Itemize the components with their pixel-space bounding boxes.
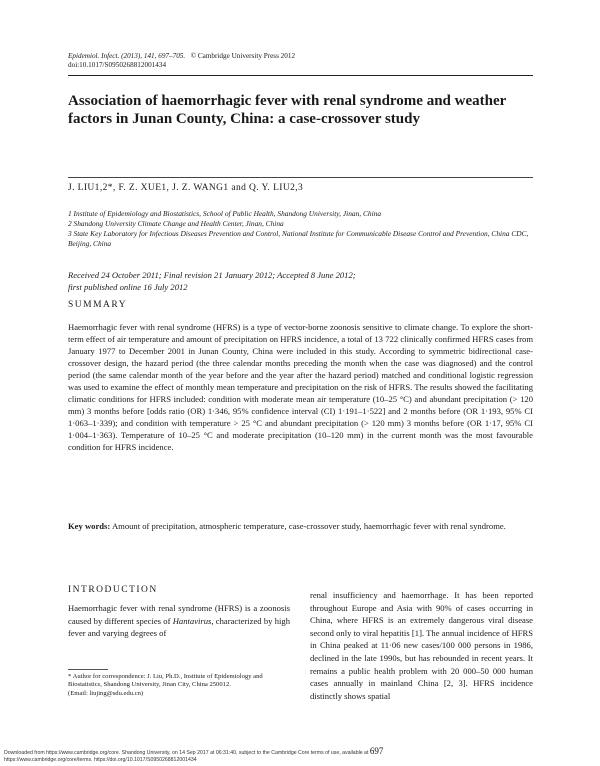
intro-left-column	[68, 602, 290, 640]
affiliation-3: 3 State Key Laboratory for Infectious Diseases Prevention and Control, National Institute for Communicable Disease Control and Prevention, China CDC, Beijing, China	[68, 229, 529, 248]
received-line-2: first published online 16 July 2012	[68, 282, 188, 292]
affiliation-2: 2 Shandong University Climate Change and Health Center, Jinan, China	[68, 219, 284, 228]
keywords-text: Amount of precipitation, atmospheric temperature, case-crossover study, haemorrhagic fever with renal syndrome.	[111, 521, 506, 531]
download-notice-line-2[interactable]: https://www.cambridge.org/core/terms. https://doi.org/10.1017/S0950268812001434	[4, 757, 197, 763]
summary-text: Haemorrhagic fever with renal syndrome (HFRS) is a type of vector-borne zoonosis sensitive to climate change. To explore the short-term effect of air temperature and amount of precipitation on HFRS incidence, a total of 13 722 clinically confirmed HFRS cases from January 1977 to December 2001 in Junan County, China were included in this study. According to symmetric bidirectional case-crossover design, the hazard period (the three calendar months preceding the month when the case was diagnosed) and the control period (the same calendar month of the year before and the year after the hazard period) matched and conditional logistic regression was used to examine the effect of monthly mean temperature and precipitation on the risk of HFRS. The results showed the facilitating climatic conditions for HFRS included: condition with moderate mean air temperature (10–25 °C) and abundant precipitation (> 120 mm) 3 months before [odds ratio (OR) 1·346, 95% confidence interval (CI) 1·191–1·522] and 2 months before (OR 1·193, 95% CI 1·063–1·339); and condition with temperature > 25 °C and abundant precipitation (> 120 mm) 3 months before (OR 1·17, 95% CI 1·004–1·363). Temperature of 10–25 °C and moderate precipitation (10–120 mm) in the current month was the most favourable condition for HFRS incidence.	[68, 322, 533, 453]
paper-title: Association of haemorrhagic fever with renal syndrome and weather factors in Junan County, China: a case-crossover study	[68, 93, 507, 127]
journal-header	[68, 52, 538, 70]
affiliation-1: 1 Institute of Epidemiology and Biostatistics, School of Public Health, Shandong University, Jinan, China	[68, 209, 382, 218]
affiliations	[68, 209, 538, 249]
correspondence-footnote	[68, 673, 290, 698]
keywords-label: Key words:	[68, 521, 111, 531]
download-notice-line-1: Downloaded from https://www.cambridge.org/core. Shandong University, on 14 Sep 2017 at 06:31:40, subject to the Cambridge Core terms of use, available at	[4, 750, 369, 756]
author-list: J. LIU1,2*, F. Z. XUE1, J. Z. WANG1 and Q. Y. LIU2,3	[68, 183, 304, 193]
intro-left-start: Haemorrhagic fever with renal syndrome (HFRS) is a zoonosis caused by different species of	[68, 603, 290, 626]
journal-citation: Epidemiol. Infect. (2013), 141, 697–705.	[68, 52, 186, 60]
summary-heading: SUMMARY	[68, 300, 128, 310]
keywords	[68, 520, 533, 532]
introduction-heading: INTRODUCTION	[68, 585, 158, 595]
doi[interactable]: doi:10.1017/S0950268812001434	[68, 61, 167, 69]
title-rule	[68, 177, 533, 178]
intro-left-italic: Hantavirus	[172, 615, 212, 626]
copyright-notice: © Cambridge University Press 2012	[190, 52, 296, 60]
footnote-rule	[68, 669, 108, 670]
intro-left-end: , characterized by high fever and varying degrees of	[68, 615, 291, 638]
intro-right-column: renal insufficiency and haemorrhage. It has been reported throughout Europe and Asia with 90% of cases occurring in China, where HFRS is an extremely dangerous viral disease second only to viral hepatitis [1]. The annual incidence of HFRS in China peaked at 11·06 new cases/100 000 persons in 1986, declined in the late 1990s, but has rebounded in recent years. It remains a public health problem with 20 000–50 000 human cases annually in mainland China [2, 3]. HFRS incidence distinctly shows spatial	[310, 590, 533, 701]
download-notice	[4, 748, 594, 764]
page-number: 697	[369, 746, 384, 756]
header-rule	[68, 75, 533, 76]
received-line-1: Received 24 October 2011; Final revision 21 January 2012; Accepted 8 June 2012;	[68, 270, 356, 280]
footnote-line-1: * Author for correspondence: J. Liu, Ph.D., Institute of Epidemiology and Biostatistics, Shandong University, Jinan City, China 250012.	[68, 673, 263, 689]
footnote-email[interactable]: (Email: liujing@sdu.edu.cn)	[68, 689, 144, 697]
received-dates	[68, 269, 538, 293]
